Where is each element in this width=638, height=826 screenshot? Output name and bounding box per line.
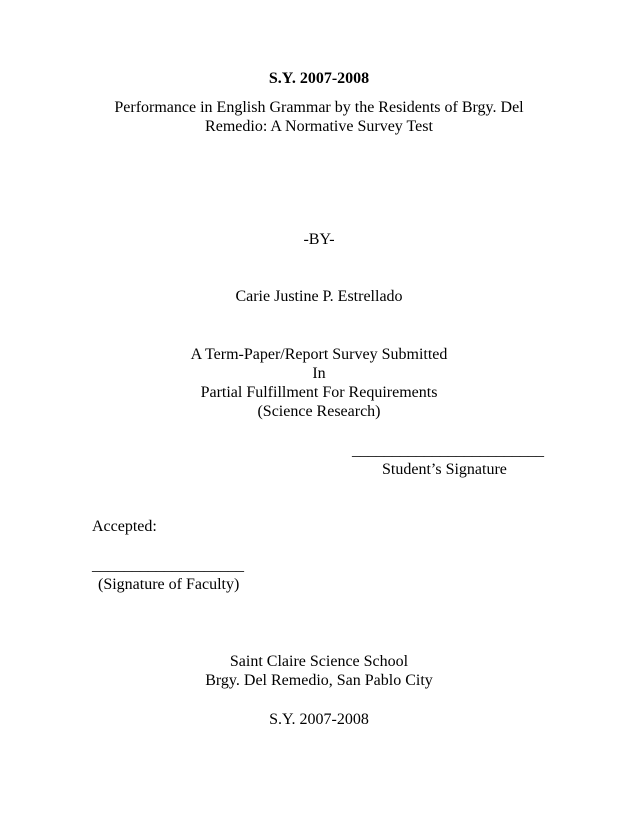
faculty-signature-line: ___________________: [92, 557, 244, 574]
submission-line-2: In: [312, 365, 326, 382]
author-name: Carie Justine P. Estrellado: [235, 288, 403, 305]
school-name: Saint Claire Science School: [229, 653, 409, 670]
by-label: -BY-: [303, 231, 335, 248]
student-signature-label: Student’s Signature: [382, 461, 507, 478]
submission-line-4: (Science Research): [257, 403, 381, 420]
submission-line-1: A Term-Paper/Report Survey Submitted: [190, 346, 448, 363]
accepted-label: Accepted:: [92, 518, 157, 535]
school-address: Brgy. Del Remedio, San Pablo City: [205, 672, 433, 689]
header-school-year: S.Y. 2007-2008: [268, 70, 370, 87]
student-signature-line: ________________________: [352, 442, 544, 459]
title-line-1: Performance in English Grammar by the Residents of Brgy. Del: [114, 99, 524, 116]
submission-line-3: Partial Fulfillment For Requirements: [200, 384, 438, 401]
footer-school-year: S.Y. 2007-2008: [269, 711, 369, 728]
faculty-signature-label: (Signature of Faculty): [98, 576, 240, 593]
title-line-2: Remedio: A Normative Survey Test: [205, 118, 433, 135]
